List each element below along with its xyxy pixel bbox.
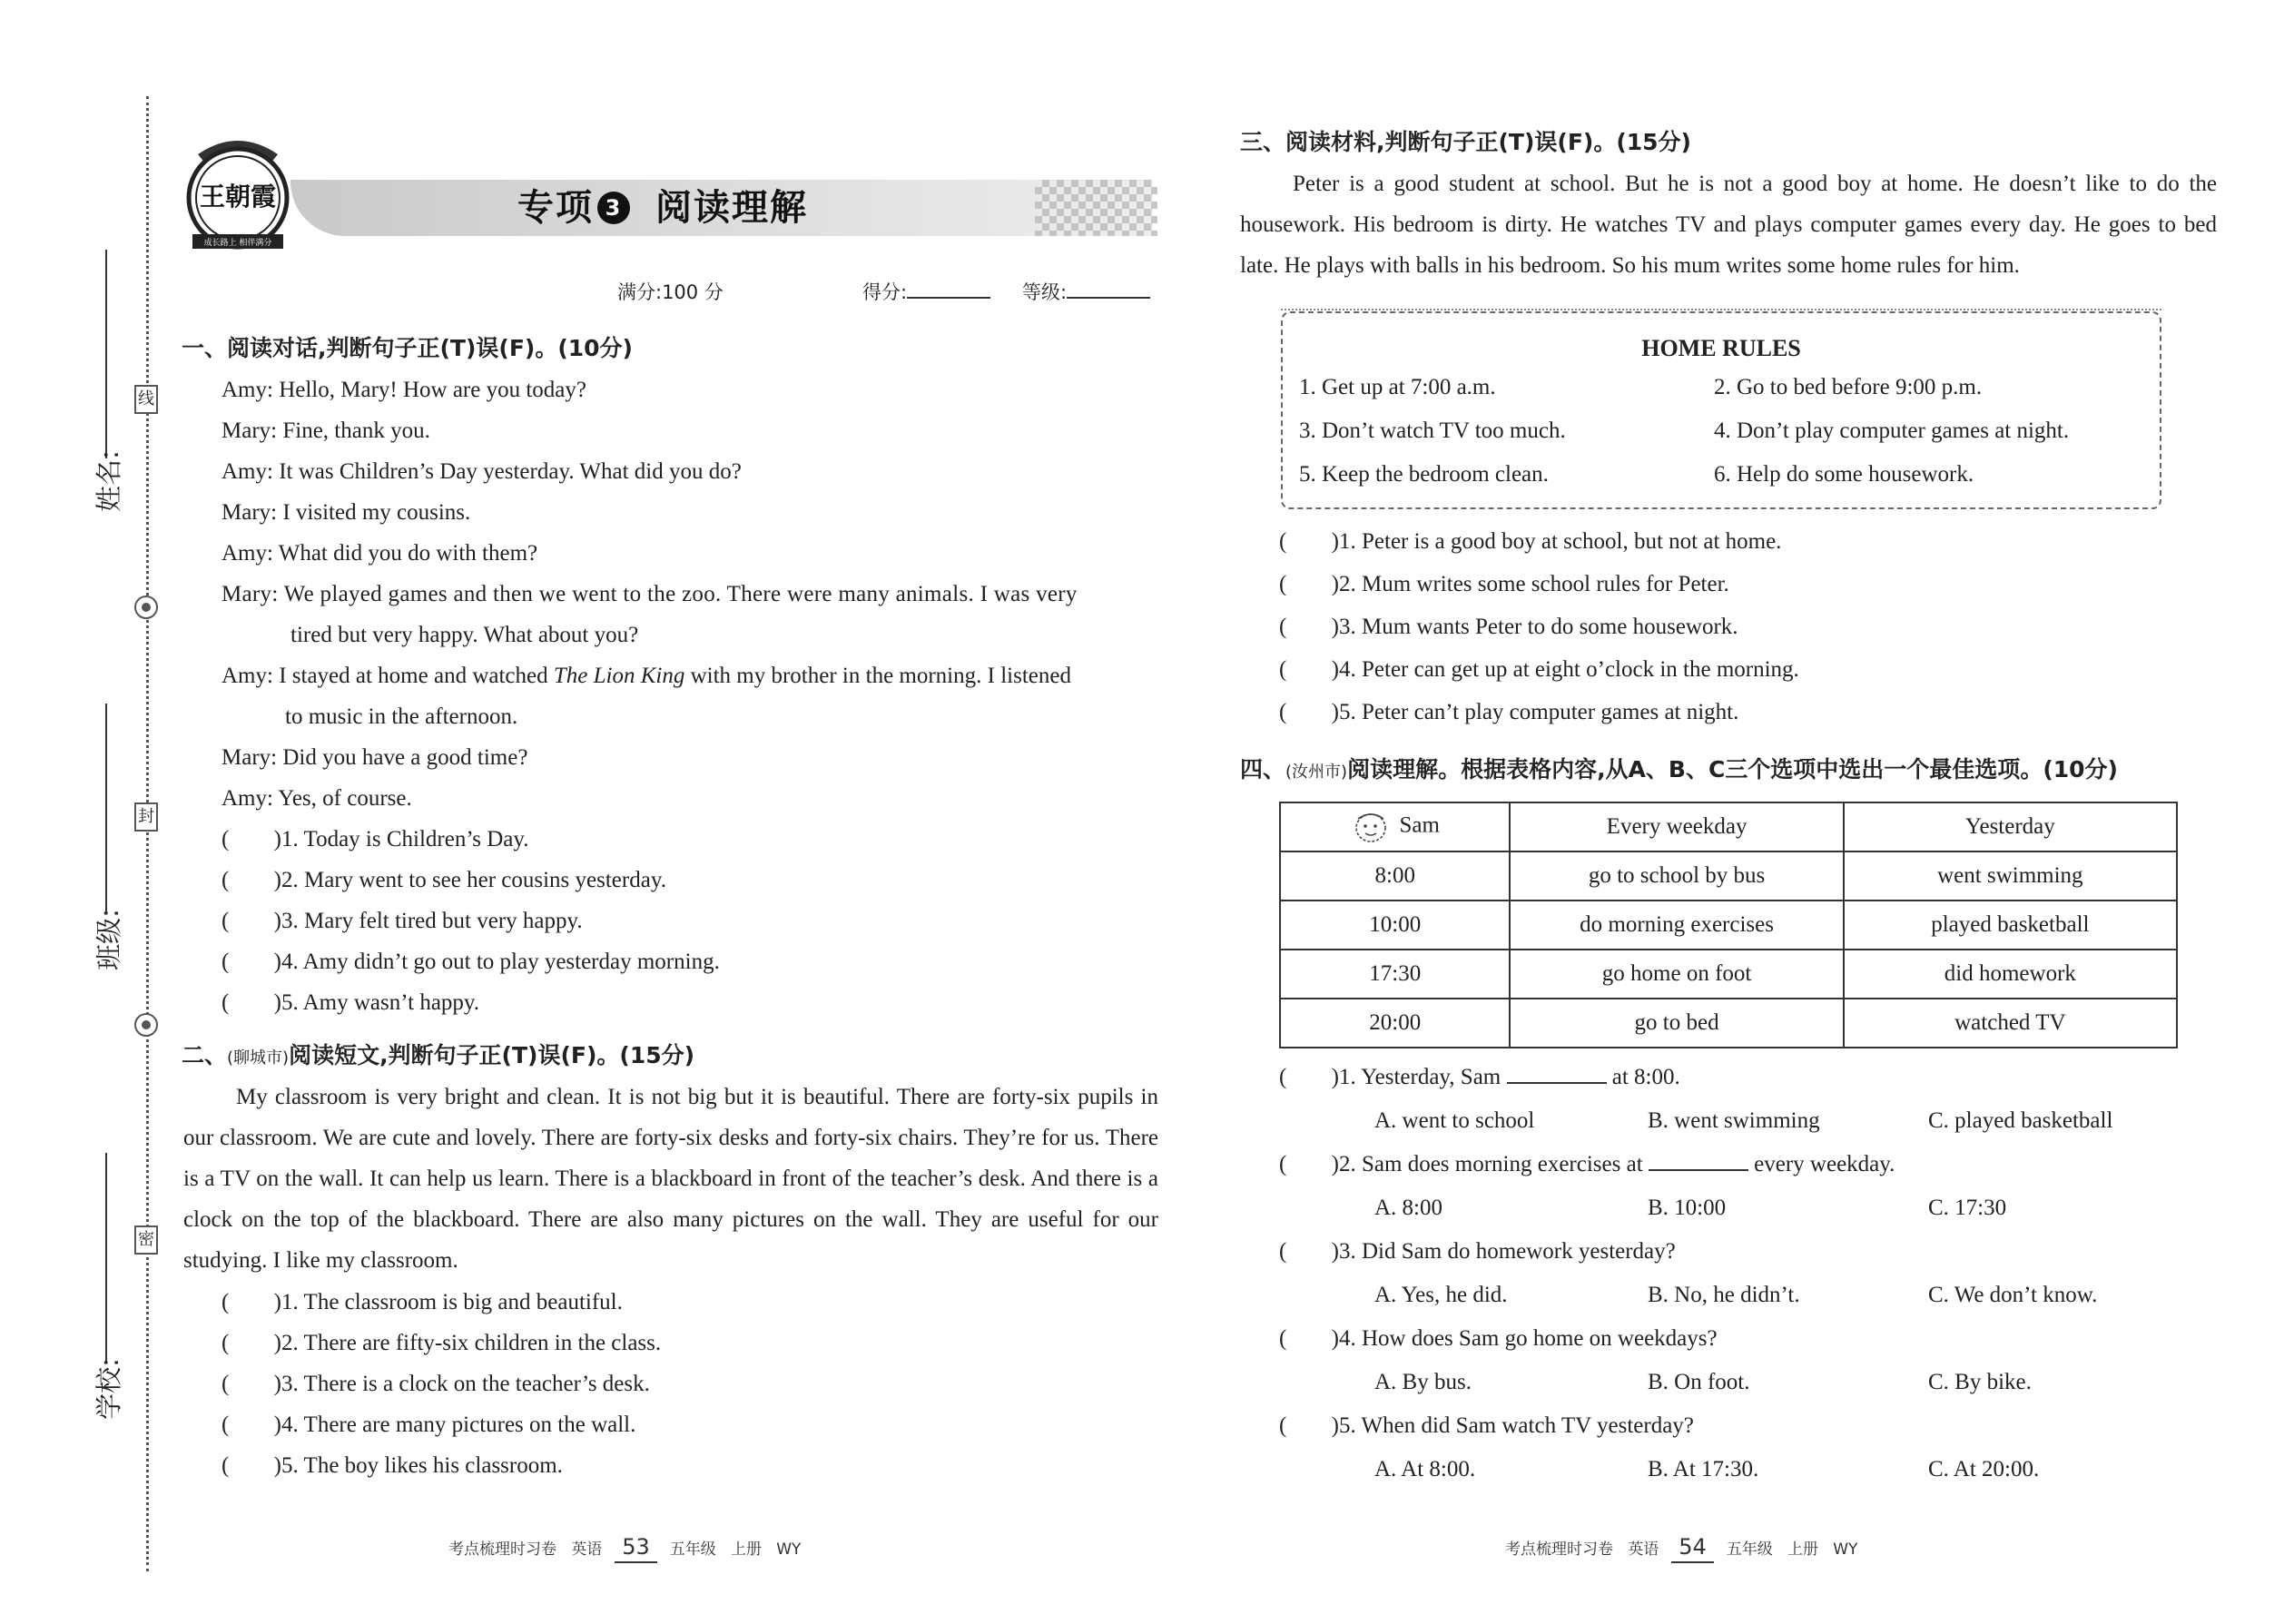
option-a[interactable]: A. went to school bbox=[1374, 1108, 1535, 1133]
answer-blank[interactable] bbox=[1279, 614, 1339, 641]
region-tag: (汝州市) bbox=[1285, 763, 1348, 782]
table-cell: 10:00 bbox=[1280, 901, 1510, 950]
rule-item: 4. Don’t play computer games at night. bbox=[1714, 418, 2070, 443]
question-item: ( )2. There are fifty-six children in the class. bbox=[222, 1330, 661, 1357]
rule-item: 6. Help do some housework. bbox=[1714, 462, 1974, 487]
table-cell: did homework bbox=[1844, 950, 2177, 999]
question-item: ( )5. Amy wasn’t happy. bbox=[222, 989, 479, 1017]
answer-blank[interactable] bbox=[1279, 528, 1339, 556]
page-number: 54 bbox=[1671, 1534, 1714, 1563]
title-number-badge: 3 bbox=[597, 192, 630, 224]
section2-heading: 二、(聊城市)阅读短文,判断句子正(T)误(F)。(15分) bbox=[182, 1042, 695, 1068]
grade-field bbox=[1022, 278, 1150, 305]
footer-left: 考点梳理时习卷 英语 53 五年级 上册 WY bbox=[448, 1534, 801, 1563]
answer-blank[interactable] bbox=[1279, 699, 1339, 726]
answer-blank[interactable] bbox=[222, 1412, 281, 1439]
answer-blank[interactable] bbox=[1279, 1412, 1339, 1440]
question-item: ( )5. Peter can’t play computer games at night. bbox=[1279, 699, 1738, 726]
question-item: ( )1. Yesterday, Sam at 8:00. bbox=[1279, 1064, 1680, 1091]
answer-blank[interactable] bbox=[222, 908, 281, 935]
table-header-cell: Every weekday bbox=[1510, 802, 1843, 851]
binding-dotted-line bbox=[146, 96, 149, 1571]
logo-subtext: 成长路上 相伴满分 bbox=[203, 239, 272, 248]
option-c[interactable]: C. 17:30 bbox=[1928, 1196, 2007, 1220]
question-item: ( )4. There are many pictures on the wall. bbox=[222, 1412, 635, 1439]
answer-blank[interactable] bbox=[222, 949, 281, 976]
grade-blank[interactable] bbox=[1067, 297, 1150, 299]
answer-blank[interactable] bbox=[222, 989, 281, 1017]
table-cell: 20:00 bbox=[1280, 999, 1510, 1048]
section2-passage: My classroom is very bright and clean. It is not big but it is beautiful. There are forty-six pupils in our classroom. We are cute and lovely. There are forty-six desks and forty-six chairs. They’re for us. There is a TV on the wall. It can help us learn. There is a blackboard in front of the teacher’s desk. And there is a clock on the top of the blackboard. There are also many pictures on the wall. They are useful for our studying. I like my classroom. bbox=[183, 1085, 1158, 1273]
fill-blank[interactable] bbox=[1649, 1169, 1748, 1171]
binding-ring bbox=[134, 1013, 158, 1037]
question-item: ( )4. How does Sam go home on weekdays? bbox=[1279, 1325, 1718, 1353]
question-item: ( )2. Mum writes some school rules for Peter. bbox=[1279, 571, 1729, 598]
score-blank[interactable] bbox=[907, 297, 990, 299]
question-item: ( )4. Amy didn’t go out to play yesterday morning. bbox=[222, 949, 720, 976]
answer-blank[interactable] bbox=[222, 1289, 281, 1316]
dialogue-line: Mary: Did you have a good time? bbox=[222, 745, 528, 770]
dialogue-line: to music in the afternoon. bbox=[285, 704, 518, 729]
answer-blank[interactable] bbox=[1279, 1238, 1339, 1265]
movie-title: The Lion King bbox=[553, 664, 685, 688]
dialogue-line: Amy: Hello, Mary! How are you today? bbox=[222, 378, 586, 402]
option-a[interactable]: A. 8:00 bbox=[1374, 1196, 1442, 1220]
answer-blank[interactable] bbox=[222, 1452, 281, 1480]
answer-blank[interactable] bbox=[1279, 1064, 1339, 1091]
score-label: 得分: bbox=[862, 281, 908, 303]
question-item: ( )3. Mary felt tired but very happy. bbox=[222, 908, 583, 935]
table-cell: go to school by bus bbox=[1510, 851, 1843, 901]
answer-blank[interactable] bbox=[1279, 1325, 1339, 1353]
table-row bbox=[1280, 950, 2177, 999]
title-checker-pattern bbox=[1035, 180, 1157, 236]
page-title: 专项 3 阅读理解 bbox=[517, 187, 808, 229]
logo-text: 王朝霞 bbox=[199, 182, 277, 212]
table-row bbox=[1280, 901, 2177, 950]
table-header-row bbox=[1280, 802, 2177, 851]
rule-item: 2. Go to bed before 9:00 p.m. bbox=[1714, 375, 1983, 399]
table-cell: go to bed bbox=[1510, 999, 1843, 1048]
table-cell: do morning exercises bbox=[1510, 901, 1843, 950]
schedule-table bbox=[1279, 802, 2178, 1048]
table-cell: 8:00 bbox=[1280, 851, 1510, 901]
option-b[interactable]: B. No, he didn’t. bbox=[1648, 1283, 1800, 1307]
option-c[interactable]: C. We don’t know. bbox=[1928, 1283, 2098, 1307]
section3-passage: Peter is a good student at school. But he is not a good boy at home. He doesn’t like to do the housework. His bedroom is dirty. He watches TV and plays computer games every day. He goes to bed late. He plays with balls in his bedroom. So his mum writes some home rules for him. bbox=[1240, 172, 2217, 278]
option-a[interactable]: A. By bus. bbox=[1374, 1370, 1472, 1394]
class-field-label: 班级: bbox=[94, 909, 124, 970]
table-header-cell: Yesterday bbox=[1844, 802, 2177, 851]
section3-heading: 三、阅读材料,判断句子正(T)误(F)。(15分) bbox=[1240, 129, 1691, 155]
page-number: 53 bbox=[615, 1534, 657, 1563]
grade-label: 等级: bbox=[1022, 281, 1068, 303]
answer-blank[interactable] bbox=[1279, 571, 1339, 598]
rule-item: 5. Keep the bedroom clean. bbox=[1299, 462, 1549, 487]
seal-mark-xian: 线 bbox=[134, 385, 158, 414]
question-item: ( )1. Peter is a good boy at school, but not at home. bbox=[1279, 528, 1781, 556]
dialogue-line: Mary: We played games and then we went to the zoo. There were many animals. I was very bbox=[222, 582, 1078, 606]
option-a[interactable]: A. Yes, he did. bbox=[1374, 1283, 1508, 1307]
question-item: ( )2. Mary went to see her cousins yesterday. bbox=[222, 867, 666, 894]
question-item: ( )1. Today is Children’s Day. bbox=[222, 826, 529, 853]
footer-right: 考点梳理时习卷 英语 54 五年级 上册 WY bbox=[1505, 1534, 1857, 1563]
table-header-cell: Sam bbox=[1280, 802, 1510, 851]
table-cell: watched TV bbox=[1844, 999, 2177, 1048]
option-c[interactable]: C. played basketball bbox=[1928, 1108, 2113, 1133]
full-score: 满分:100 分 bbox=[617, 281, 724, 303]
option-b[interactable]: B. On foot. bbox=[1648, 1370, 1750, 1394]
question-item: ( )1. The classroom is big and beautiful. bbox=[222, 1289, 623, 1316]
answer-blank[interactable] bbox=[222, 1330, 281, 1357]
question-item: ( )2. Sam does morning exercises at every weekday. bbox=[1279, 1151, 1895, 1178]
dialogue-line: Mary: I visited my cousins. bbox=[222, 500, 471, 525]
fill-blank[interactable] bbox=[1507, 1082, 1607, 1084]
rules-box-leaf-border bbox=[1281, 298, 2161, 310]
option-c[interactable]: C. By bike. bbox=[1928, 1370, 2032, 1394]
option-b[interactable]: B. 10:00 bbox=[1648, 1196, 1727, 1220]
dialogue-line: Mary: Fine, thank you. bbox=[222, 418, 430, 443]
question-item: ( )5. The boy likes his classroom. bbox=[222, 1452, 563, 1480]
option-b[interactable]: B. went swimming bbox=[1648, 1108, 1820, 1133]
option-a[interactable]: A. At 8:00. bbox=[1374, 1457, 1476, 1481]
region-tag: (聊城市) bbox=[227, 1048, 290, 1068]
publisher-logo bbox=[180, 127, 296, 254]
table-row bbox=[1280, 999, 2177, 1048]
section4-heading: 四、(汝州市)阅读理解。根据表格内容,从A、B、C三个选项中选出一个最佳选项。(10分) bbox=[1240, 756, 2118, 782]
table-row bbox=[1280, 851, 2177, 901]
dialogue-line: Amy: It was Children’s Day yesterday. What did you do? bbox=[222, 459, 742, 484]
question-item: ( )3. Mum wants Peter to do some housework. bbox=[1279, 614, 1738, 641]
answer-blank[interactable] bbox=[1279, 656, 1339, 684]
binding-ring bbox=[134, 595, 158, 619]
class-field-line[interactable] bbox=[105, 704, 107, 912]
answer-blank[interactable] bbox=[222, 1371, 281, 1398]
rule-item: 1. Get up at 7:00 a.m. bbox=[1299, 375, 1496, 399]
home-rules-title: HOME RULES bbox=[1641, 335, 1801, 361]
name-field-line[interactable] bbox=[105, 250, 107, 458]
rule-item: 3. Don’t watch TV too much. bbox=[1299, 418, 1566, 443]
table-cell: went swimming bbox=[1844, 851, 2177, 901]
dialogue-line: tired but very happy. What about you? bbox=[290, 623, 639, 647]
school-field-label: 学校: bbox=[94, 1358, 124, 1420]
answer-blank[interactable] bbox=[222, 867, 281, 894]
question-item: ( )4. Peter can get up at eight o’clock in the morning. bbox=[1279, 656, 1799, 684]
dialogue-line: Amy: I stayed at home and watched The Lion King with my brother in the morning. I listened bbox=[222, 664, 1071, 688]
answer-blank[interactable] bbox=[1279, 1151, 1339, 1178]
seal-mark-feng: 封 bbox=[134, 802, 158, 832]
dialogue-line: Amy: What did you do with them? bbox=[222, 541, 538, 566]
seal-mark-mi: 密 bbox=[134, 1225, 158, 1255]
school-field-line[interactable] bbox=[105, 1153, 107, 1362]
score-field bbox=[862, 278, 990, 305]
question-item: ( )3. There is a clock on the teacher’s desk. bbox=[222, 1371, 650, 1398]
dialogue-line: Amy: Yes, of course. bbox=[222, 786, 412, 811]
table-cell: 17:30 bbox=[1280, 950, 1510, 999]
table-cell: played basketball bbox=[1844, 901, 2177, 950]
boy-face-icon bbox=[1351, 810, 1391, 844]
section1-heading: 一、阅读对话,判断句子正(T)误(F)。(10分) bbox=[182, 335, 633, 361]
home-rules-box bbox=[1281, 311, 2161, 509]
name-field-label: 姓名: bbox=[94, 450, 124, 512]
question-item: ( )5. When did Sam watch TV yesterday? bbox=[1279, 1412, 1694, 1440]
answer-blank[interactable] bbox=[222, 826, 281, 853]
option-b[interactable]: B. At 17:30. bbox=[1648, 1457, 1759, 1481]
option-c[interactable]: C. At 20:00. bbox=[1928, 1457, 2040, 1481]
table-cell: go home on foot bbox=[1510, 950, 1843, 999]
question-item: ( )3. Did Sam do homework yesterday? bbox=[1279, 1238, 1676, 1265]
